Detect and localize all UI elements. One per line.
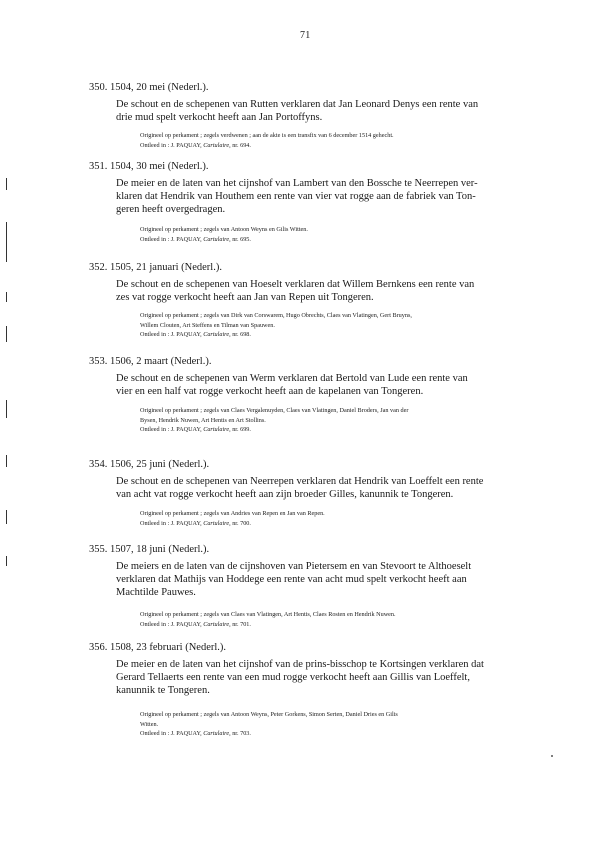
source-note: Ontleed in : J. PAQUAY, Cartulaire, nr. 695. (140, 235, 251, 243)
entry-notes (140, 509, 510, 528)
original-note-line: Witten. (140, 720, 159, 728)
entry-header: 355. 1507, 18 juni (Nederl.). (89, 544, 210, 555)
summary-line: drie mud spelt verkocht heeft aan Jan Portoffyns. (116, 112, 323, 123)
summary-line: De schout en de schepenen van Hoeselt verklaren dat Willem Bernkens een rente van (116, 279, 475, 290)
entry-header: 354. 1506, 25 juni (Nederl.). (89, 459, 210, 470)
source-note: Ontleed in : J. PAQUAY, Cartulaire, nr. 701. (140, 620, 251, 628)
entry-summary (116, 278, 521, 304)
summary-line: De meier en de laten van het cijnshof van de prins-bisschop te Kortsingen verklaren dat (116, 659, 484, 670)
source-work: Cartulaire (203, 620, 230, 628)
source-note: Ontleed in : J. PAQUAY, Cartulaire, nr. 694. (140, 141, 251, 149)
original-note: Origineel op perkament ; zegels van Antoon Weyns en Gilis Witten. (140, 226, 308, 233)
source-work: Cartulaire (203, 426, 230, 433)
source-note: Ontleed in : J. PAQUAY, Cartulaire, nr. 699. (140, 426, 251, 433)
entry-notes (140, 131, 510, 150)
source-note: Ontleed in : J. PAQUAY, Cartulaire, nr. 703. (140, 730, 251, 737)
summary-line: klaren dat Hendrik van Houthem een rente van vier vat rogge aan de fabriek van Ton- (116, 191, 476, 202)
entry-summary (116, 372, 521, 398)
source-work: Cartulaire (203, 519, 230, 527)
summary-line: De meiers en de laten van de cijnshoven van Pietersem en van Stevoort te Althoeselt (116, 561, 472, 572)
summary-line: De schout en de schepenen van Werm verklaren dat Bertold van Lude een rente van (116, 373, 468, 384)
source-work: Cartulaire (203, 141, 230, 149)
source-work: Cartulaire (203, 730, 230, 737)
summary-line: geren heeft overgedragen. (116, 204, 226, 215)
summary-line: Machtilde Pauwes. (116, 587, 196, 598)
original-note: Origineel op perkament ; zegels van Andries van Repen en Jan van Repen. (140, 510, 325, 517)
entry-summary (116, 658, 521, 697)
original-note: Origineel op perkament ; zegels verdwenen ; aan de akte is een transfix van 6 december 1514 gehecht. (140, 132, 394, 139)
original-note-line: Bysen, Hendrik Nuwen, Art Hentis en Art Stollins. (140, 416, 266, 424)
entry-summary (116, 177, 521, 216)
entry-summary (116, 98, 521, 124)
original-note: Origineel op perkament ; zegels van Claes van Vlatingen, Art Hentis, Claes Rosten en Hendrik Nuwen. (140, 611, 396, 618)
summary-line: De meier en de laten van het cijnshof van Lambert van den Bossche te Neerrepen ver- (116, 178, 478, 189)
entry-notes (140, 225, 510, 244)
source-work: Cartulaire (203, 331, 230, 338)
entry-notes (140, 311, 510, 340)
summary-line: zes vat rogge verkocht heeft aan Jan van Repen uit Tongeren. (116, 292, 374, 303)
entry-notes (140, 406, 510, 435)
page-number: 71 (300, 30, 311, 41)
summary-line: Gerard Tellaerts een rente van een mud rogge verkocht heeft aan Gillis van Loeffelt, (116, 672, 470, 683)
entry-summary (116, 560, 521, 599)
summary-line: De schout en de schepenen van Rutten verklaren dat Jan Leonard Denys een rente van (116, 99, 479, 110)
summary-line: van acht vat rogge verkocht heeft aan zijn broeder Gilles, kanunnik te Tongeren. (116, 489, 454, 500)
source-work: Cartulaire (203, 235, 230, 243)
entry-notes (140, 710, 510, 739)
entry-header: 353. 1506, 2 maart (Nederl.). (89, 356, 212, 367)
entry-header: 350. 1504, 20 mei (Nederl.). (89, 82, 209, 93)
original-note-line: Willem Clouten, Art Steffens en Tilman van Spauwen. (140, 321, 275, 329)
entry-header: 352. 1505, 21 januari (Nederl.). (89, 262, 222, 273)
source-note: Ontleed in : J. PAQUAY, Cartulaire, nr. 698. (140, 331, 251, 338)
entry-summary (116, 475, 521, 501)
summary-line: verklaren dat Mathijs van Hoddege een rente van acht mud spelt verkocht heeft aan (116, 574, 467, 585)
original-note-line: Origineel op perkament ; zegels van Dirk van Corswarem, Hugo Obrechts, Claes van Vlatingen, Gert Bruyns, (140, 312, 412, 319)
entry-notes (140, 610, 510, 629)
original-note-line: Origineel op perkament ; zegels van Antoon Weyns, Peter Gorkens, Simon Serten, Daniel Dries en Gilis (140, 711, 398, 718)
summary-line: De schout en de schepenen van Neerrepen verklaren dat Hendrik van Loeffelt een rente (116, 476, 484, 487)
summary-line: vier en een half vat rogge verkocht heeft aan de kapelanen van Tongeren. (116, 386, 424, 397)
source-note: Ontleed in : J. PAQUAY, Cartulaire, nr. 700. (140, 519, 251, 527)
summary-line: kanunnik te Tongeren. (116, 685, 210, 696)
original-note-line: Origineel op perkament ; zegels van Claes Vergalenuyden, Claes van Vlatingen, Daniel Broders, Jan van der (140, 407, 409, 414)
entry-header: 351. 1504, 30 mei (Nederl.). (89, 161, 209, 172)
scan-dot (551, 755, 553, 757)
entry-header: 356. 1508, 23 februari (Nederl.). (89, 642, 227, 653)
